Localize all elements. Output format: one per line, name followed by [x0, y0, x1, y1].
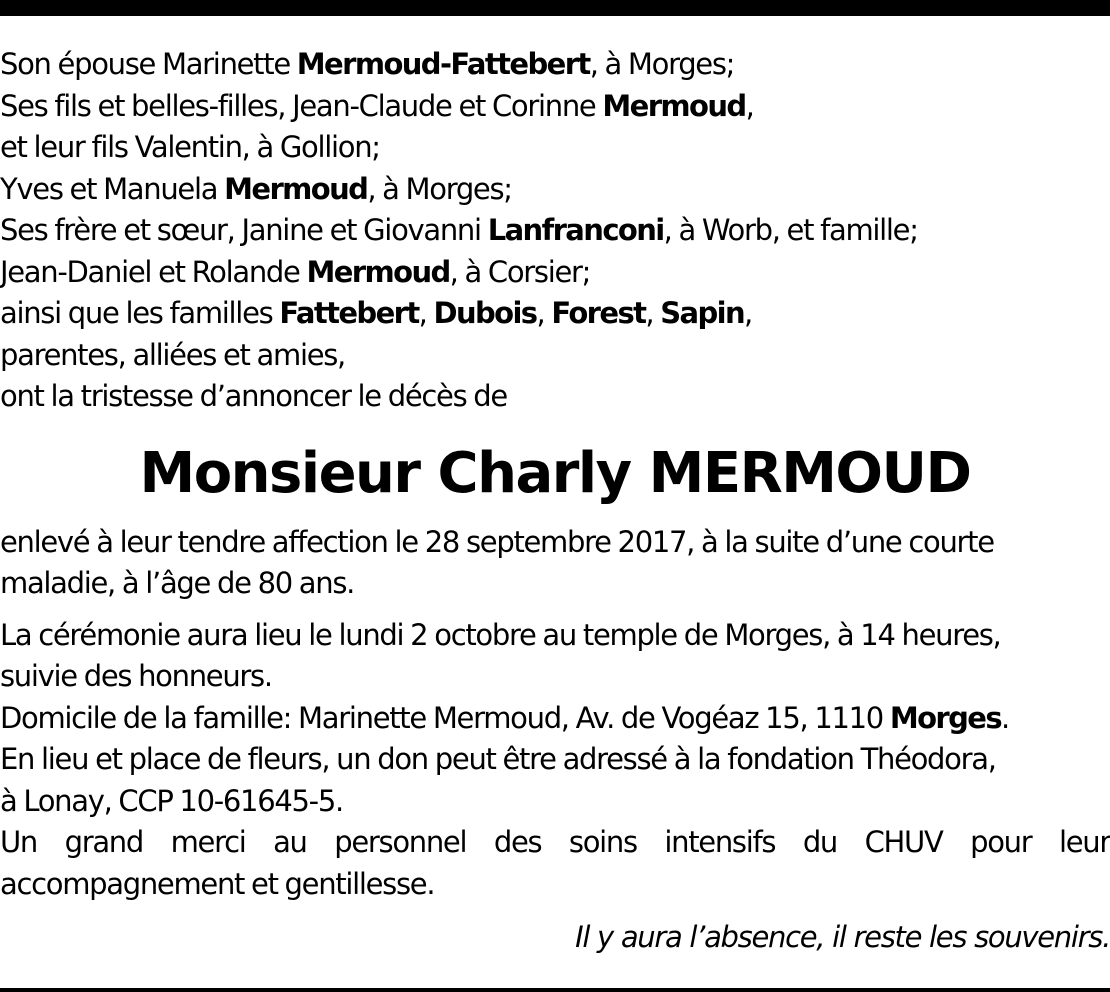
- bold-name: Sapin: [660, 296, 745, 330]
- text-line: [0, 698, 1110, 740]
- bold-name: Mermoud: [602, 88, 746, 123]
- bold-name: Mermoud: [224, 171, 368, 206]
- closing-quote: Il y aura l’absence, il reste les souvenirs.: [575, 920, 1110, 954]
- text-segment: ,: [744, 296, 752, 330]
- bold-name: Morges: [889, 700, 1002, 735]
- text-line: [0, 781, 1110, 823]
- text-line: [0, 44, 1110, 86]
- bottom-border-rule: [0, 988, 1110, 992]
- text-line: [0, 656, 1110, 698]
- text-line: [0, 86, 1110, 128]
- death-announcement: [0, 522, 1110, 605]
- text-segment: ,: [645, 296, 661, 330]
- text-segment: ,: [536, 296, 552, 330]
- text-segment: et leur fils Valentin, à Gollion;: [0, 130, 380, 164]
- text-segment: Domicile de la famille: Marinette Mermoud, Av. de Vogéaz 15, 1110: [0, 700, 890, 735]
- text-segment: ont la tristesse d’annoncer le décès de: [0, 379, 507, 413]
- text-segment: En lieu et place de fleurs, un don peut être adressé à la fondation Théodora,: [0, 742, 996, 776]
- bold-name: Dubois: [433, 296, 537, 330]
- text-line: [0, 739, 1110, 781]
- text-segment: , à Worb, et famille;: [663, 213, 918, 247]
- text-segment: à Lonay, CCP 10-61645-5.: [0, 783, 343, 818]
- text-segment: maladie, à l’âge de 80 ans.: [0, 566, 355, 600]
- bold-name: Lanfranconi: [487, 213, 664, 247]
- text-line: [0, 335, 1110, 377]
- text-segment: accompagnement et gentillesse.: [0, 866, 435, 901]
- text-segment: ,: [745, 88, 754, 123]
- text-line: [0, 376, 1110, 418]
- bold-name: Fattebert: [279, 296, 419, 330]
- text-line: [0, 293, 1110, 335]
- bold-name: Forest: [551, 296, 646, 330]
- text-segment: parentes, alliées et amies,: [0, 337, 345, 372]
- text-segment: Ses frère et sœur, Janine et Giovanni: [0, 213, 488, 247]
- text-segment: .: [1001, 700, 1009, 735]
- text-segment: , à Morges;: [589, 47, 735, 81]
- text-line: [0, 252, 1110, 294]
- text-line: [0, 210, 1110, 252]
- text-line: [0, 563, 1110, 605]
- text-segment: , à Morges;: [367, 171, 512, 206]
- family-list: [0, 44, 1110, 418]
- text-segment: Yves et Manuela: [0, 171, 225, 206]
- text-segment: Son épouse Marinette: [0, 47, 297, 81]
- ceremony-details: [0, 615, 1110, 906]
- text-segment: Ses fils et belles-filles, Jean-Claude et Corinne: [0, 88, 603, 123]
- text-line: [0, 127, 1110, 169]
- deceased-name: Monsieur Charly MERMOUD: [139, 440, 971, 506]
- text-segment: La cérémonie aura lieu le lundi 2 octobre au temple de Morges, à 14 heures,: [0, 617, 1001, 652]
- text-segment: ,: [418, 296, 434, 330]
- bold-name: Mermoud: [306, 254, 450, 289]
- text-segment: , à Corsier;: [449, 254, 591, 289]
- text-line: [0, 615, 1110, 657]
- top-border-rule: [0, 0, 1110, 16]
- text-line: [0, 522, 1110, 564]
- obituary-notice: [0, 44, 1110, 959]
- text-segment: ainsi que les familles: [0, 296, 280, 330]
- bold-name: Mermoud-Fattebert: [296, 47, 590, 81]
- text-line: [0, 169, 1110, 211]
- text-segment: suivie des honneurs.: [0, 659, 272, 693]
- text-line: [0, 822, 1110, 864]
- text-segment: Jean-Daniel et Rolande: [0, 254, 307, 289]
- text-segment: Un grand merci au personnel des soins intensifs du CHUV pour leur: [0, 825, 1110, 859]
- text-line: [0, 864, 1110, 906]
- text-segment: enlevé à leur tendre affection le 28 septembre 2017, à la suite d’une courte: [0, 524, 994, 559]
